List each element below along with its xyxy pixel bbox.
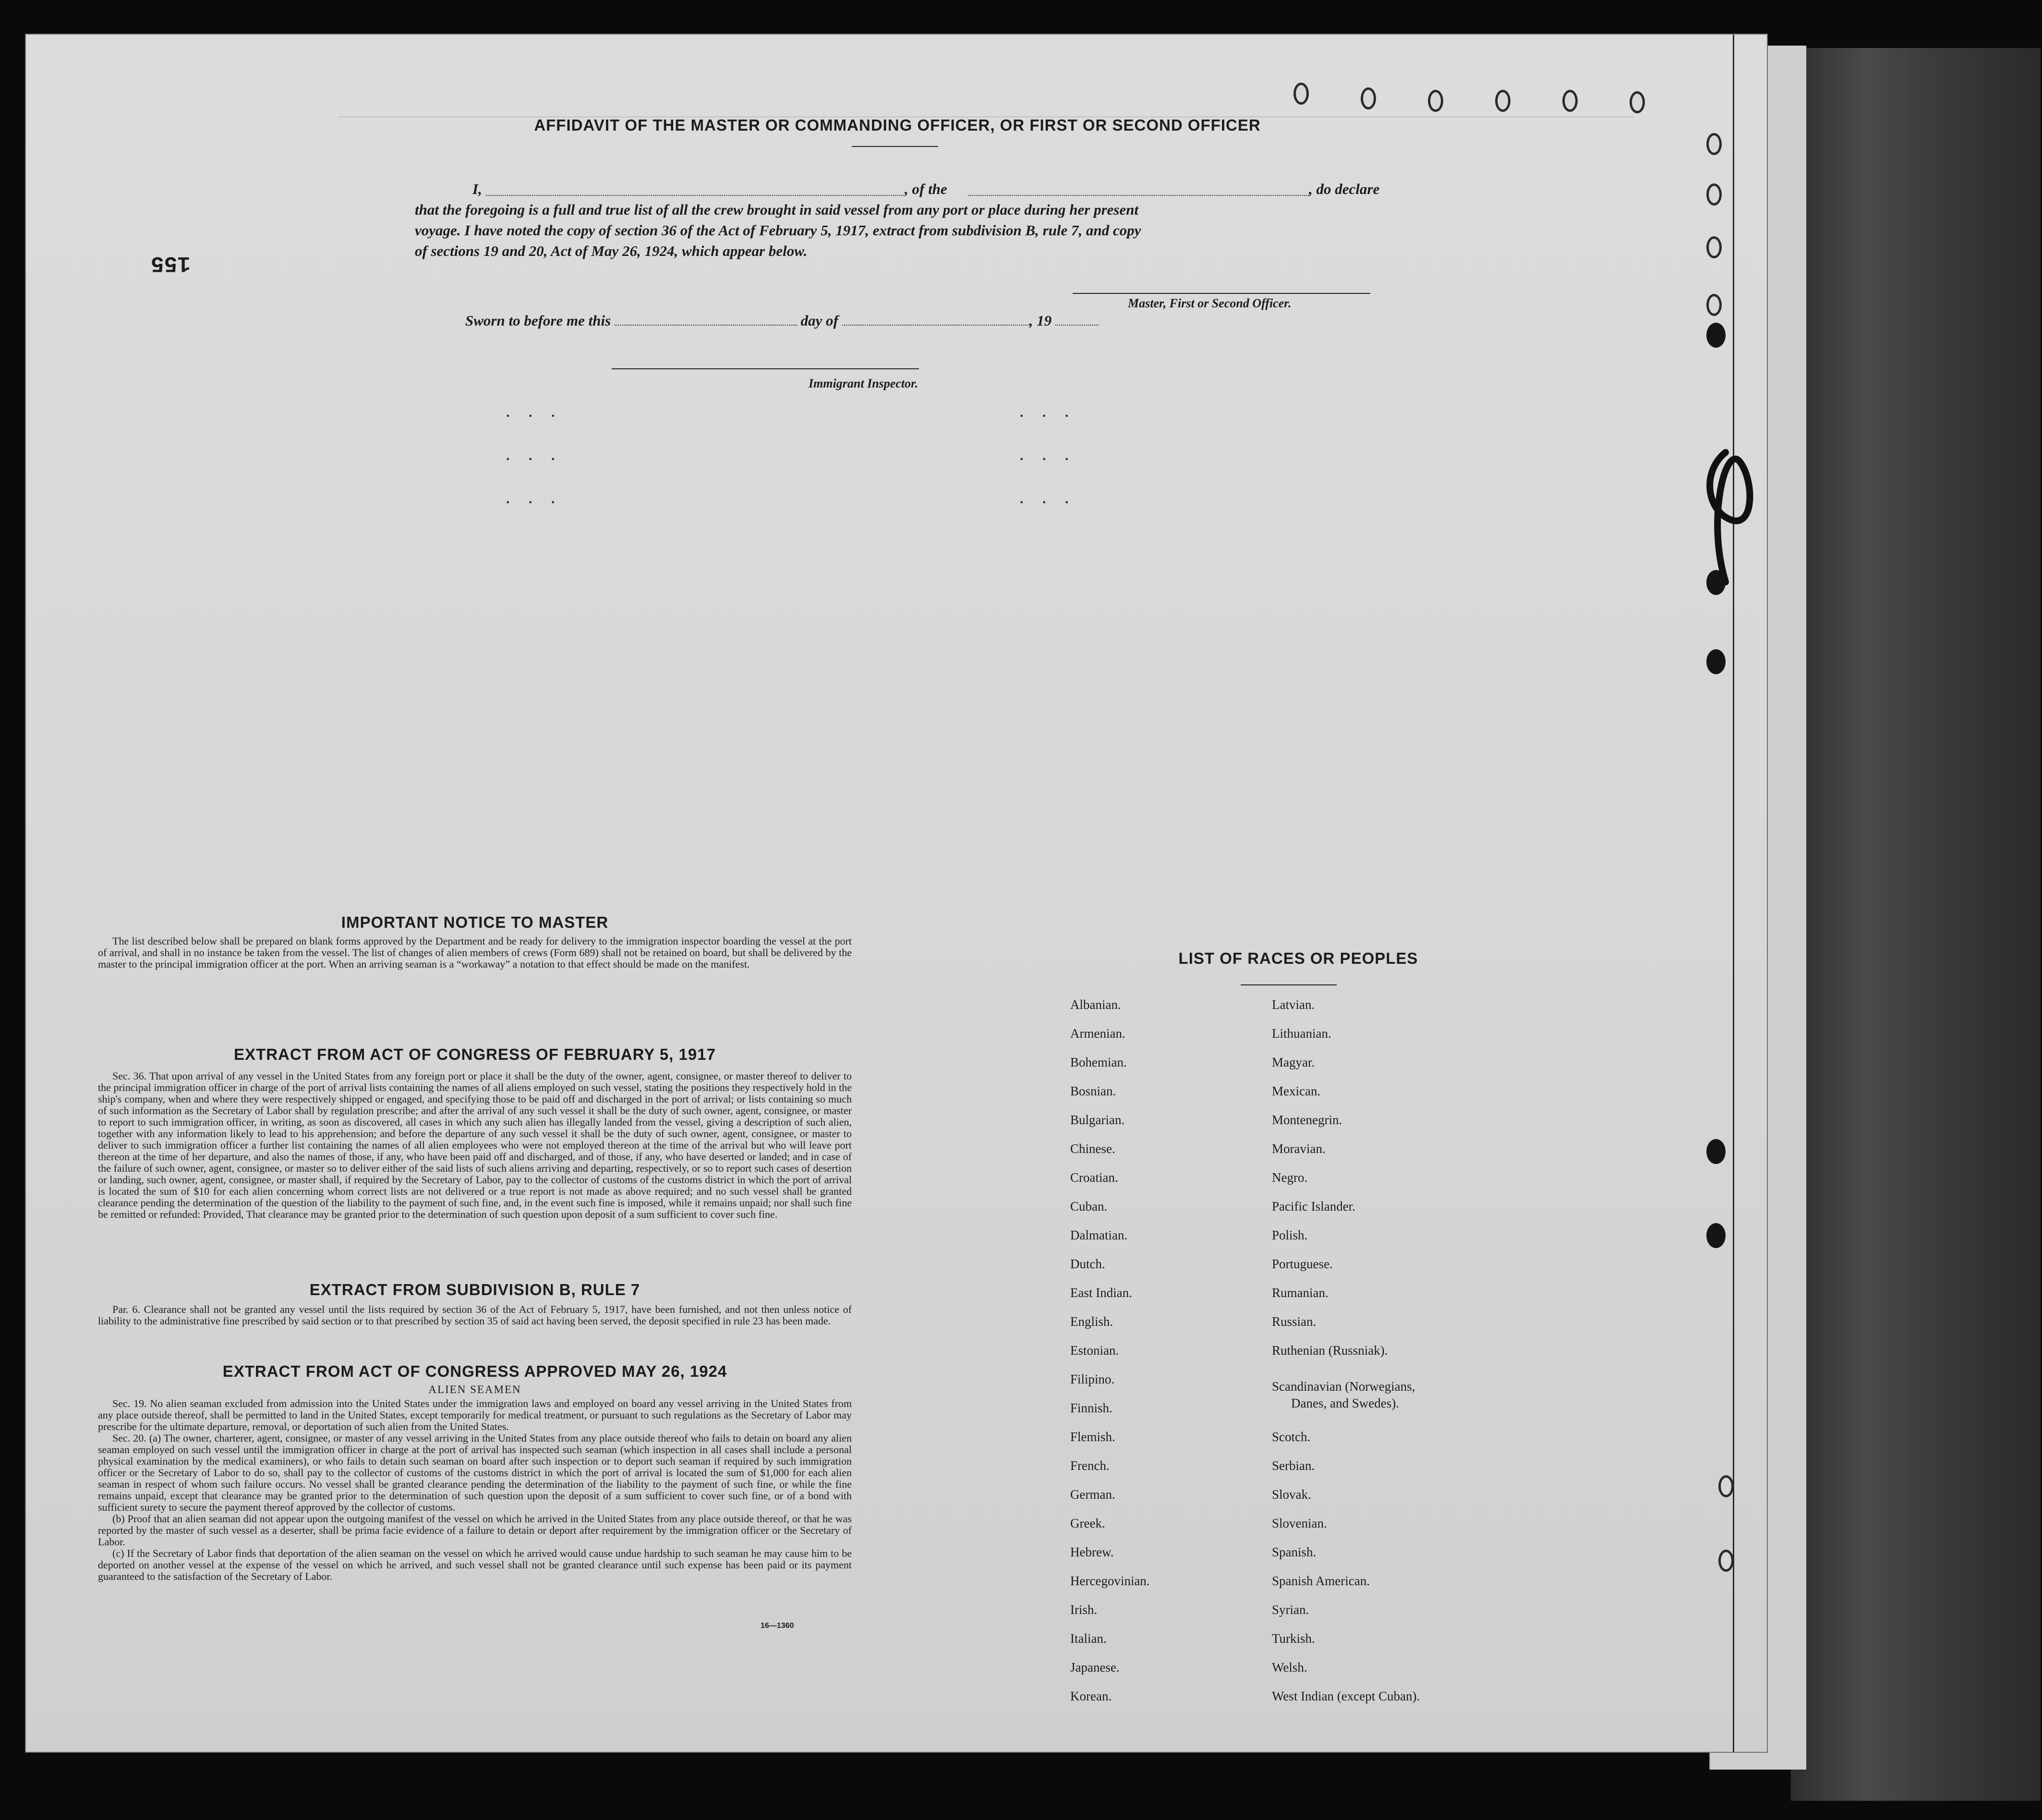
race-item: West Indian (except Cuban). <box>1272 1689 1420 1703</box>
declaration-line-4: of sections 19 and 20, Act of May 26, 1924, which appear below. <box>415 243 808 259</box>
sworn-month-blank <box>842 313 1029 326</box>
race-item: East Indian. <box>1070 1286 1132 1300</box>
punch-hole <box>1706 649 1726 674</box>
race-item: Turkish. <box>1272 1631 1315 1646</box>
punch-hole <box>1706 294 1722 316</box>
race-item: Dutch. <box>1070 1257 1105 1271</box>
punch-hole <box>1428 90 1443 112</box>
faint-entry-marks: . . . <box>1020 491 1076 507</box>
races-title-underline <box>1241 984 1337 985</box>
race-item: Hebrew. <box>1070 1545 1114 1559</box>
race-item: Cuban. <box>1070 1199 1108 1213</box>
page-fold-line <box>1733 35 1734 1752</box>
race-item: Italian. <box>1070 1631 1107 1646</box>
race-item: Greek. <box>1070 1516 1105 1530</box>
race-item: Serbian. <box>1272 1458 1315 1473</box>
race-item: Lithuanian. <box>1272 1026 1331 1041</box>
notice-section <box>98 913 852 970</box>
race-item: Japanese. <box>1070 1660 1120 1674</box>
race-item: Korean. <box>1070 1689 1112 1703</box>
declaration-do-declare: , do declare <box>1309 181 1380 197</box>
races-title: LIST OF RACES OR PEOPLES <box>1178 949 1418 967</box>
race-item: Albanian. <box>1070 997 1121 1012</box>
race-item: Danes, and Swedes). <box>1291 1396 1399 1410</box>
punch-hole <box>1630 91 1645 113</box>
race-item: Estonian. <box>1070 1343 1119 1358</box>
race-item: German. <box>1070 1487 1115 1502</box>
declaration-of-the: , of the <box>905 181 947 197</box>
extract-1917-title: EXTRACT FROM ACT OF CONGRESS OF FEBRUARY 5, 1917 <box>234 1045 716 1063</box>
sworn-year-blank <box>1055 313 1099 326</box>
inspector-signature-line <box>612 368 919 369</box>
punch-hole <box>1706 133 1722 155</box>
margin-page-number: 155 <box>151 251 191 276</box>
extract-1924-section <box>98 1362 852 1582</box>
race-item: Mexican. <box>1272 1084 1321 1098</box>
inspector-caption: Immigrant Inspector. <box>809 376 918 390</box>
race-item: Spanish. <box>1272 1545 1317 1559</box>
sworn-line <box>465 312 1099 329</box>
punch-hole <box>1706 1139 1726 1164</box>
race-item: Rumanian. <box>1272 1286 1329 1300</box>
affidavit-declaration <box>415 179 1404 261</box>
vessel-name-blank <box>968 183 1309 196</box>
declaration-line-3: voyage. I have noted the copy of section 36 of the Act of February 5, 1917, extract from subdivision B, rule 7, and copy <box>415 222 1141 239</box>
punch-hole <box>1706 323 1726 348</box>
sworn-text: Sworn to before me this <box>465 312 611 329</box>
race-item: Negro. <box>1272 1170 1308 1185</box>
affidavit-title: AFFIDAVIT OF THE MASTER OR COMMANDING OFFICER, OR FIRST OR SECOND OFFICER <box>534 116 1261 134</box>
faint-entry-marks: . . . <box>506 491 563 507</box>
punch-hole <box>1706 1223 1726 1248</box>
extract-1924-title: EXTRACT FROM ACT OF CONGRESS APPROVED MAY 26, 1924 <box>222 1362 727 1380</box>
declaration-line-2: that the foregoing is a full and true list of all the crew brought in said vessel from any port or place during her present <box>415 201 1139 218</box>
form-number: 16—1360 <box>761 1622 794 1630</box>
extract-1917-paragraph: Sec. 36. That upon arrival of any vessel in the United States from any foreign port or place it shall be the duty of the owner, agent, consignee, or master thereof to deliver to the principal immigration officer in charge of the port of arrival lists containing the names of all aliens employed on such vessel, stating the positions they respectively hold in the ship's company, when and where they were respectively shipped or engaged, and specifying those to be paid off and discharged in the port of arrival; or lists containing so much of such information as the Secretary of Labor shall by regulation prescribe; and after the arrival of any such vessel it shall be the duty of such owner, agent, consignee, or master to report to such immigration officer, in writing, as soon as discovered, all cases in which any such alien has illegally landed from the vessel, giving a description of such alien, together with any information likely to lead to his apprehension; and before the departure of any such vessel it shall be the duty of such owner, agent, consignee, or master to deliver to such immigration officer a further list containing the names of all alien employees who were not employed thereon at the time of the arrival but who will leave port thereon at the time of her departure, and also the names of those, if any, who have been paid off and discharged, and of those, if any, who have deserted or landed; and in case of the failure of such owner, agent, consignee, or master so to deliver either of the said lists of such aliens arriving and departing, respectively, or so to report such cases of desertion or landing, such owner, agent, consignee, or master shall, if required by the Secretary of Labor, pay to the collector of customs of the customs district in which the port of arrival is located the sum of $10 for each alien concerning whom correct lists are not delivered or a true report is not made as above required; and no such vessel shall be granted clearance pending the determination of the question of the liability to the payment of such fine, and, in the event such fine is imposed, while it remains unpaid; nor shall such fine be remitted or refunded: Provided, That clearance may be granted prior to the determination of such question upon deposit of a sum sufficient to cover such fine. <box>98 1070 852 1220</box>
race-item: Filipino. <box>1070 1372 1115 1386</box>
punch-hole <box>1718 1475 1734 1497</box>
race-item: Welsh. <box>1272 1660 1307 1674</box>
declaration-i: I, <box>472 181 482 197</box>
race-item: Armenian. <box>1070 1026 1125 1041</box>
faint-entry-marks: . . . <box>506 404 563 420</box>
punch-hole <box>1718 1550 1734 1572</box>
sworn-day-of: day of <box>800 312 838 329</box>
sworn-year: , 19 <box>1029 312 1052 329</box>
race-item: Pacific Islander. <box>1272 1199 1355 1213</box>
race-item: Bulgarian. <box>1070 1113 1125 1127</box>
master-signature-line <box>1073 293 1370 294</box>
race-item: Scotch. <box>1272 1430 1311 1444</box>
race-item: French. <box>1070 1458 1110 1473</box>
sec-19-paragraph: Sec. 19. No alien seaman excluded from admission into the United States under the immigration laws and employed on board any vessel arriving in the United States from any place outside thereof, shall be permitted to land in the United States, except temporarily for medical treatment, or pursuant to such regulations as the Secretary of Labor may prescribe for the ultimate departure, removal, or deportation of such alien from the United States. <box>98 1397 852 1432</box>
punch-hole <box>1706 236 1722 258</box>
punch-hole <box>1495 90 1510 112</box>
subdivision-section <box>98 1281 852 1327</box>
notice-paragraph: The list described below shall be prepared on blank forms approved by the Department and be ready for delivery to the immigration inspector boarding the vessel at the port of arrival, and shall in no instance be taken from the vessel. The list of changes of alien members of crews (Form 689) shall not be retained on board, but shall be delivered by the master to the principal immigration officer at the port. When an arriving seaman is a “workaway” a notation to that effect should be made on the manifest. <box>98 935 852 970</box>
manifest-page <box>25 34 1768 1753</box>
race-item: Russian. <box>1272 1314 1317 1329</box>
race-item: Finnish. <box>1070 1401 1112 1415</box>
race-item: Slovenian. <box>1272 1516 1327 1530</box>
punch-hole <box>1361 87 1376 109</box>
race-item: Moravian. <box>1272 1141 1326 1156</box>
binding-shadow <box>1791 48 2041 1801</box>
race-item: Spanish American. <box>1272 1574 1370 1588</box>
punch-hole <box>1706 183 1722 206</box>
alien-seamen-subtitle: ALIEN SEAMEN <box>428 1383 521 1395</box>
punch-hole <box>1293 83 1309 105</box>
race-item: Dalmatian. <box>1070 1228 1128 1242</box>
sworn-day-blank <box>615 313 797 326</box>
faint-entry-marks: . . . <box>506 448 563 463</box>
master-name-blank <box>486 183 904 196</box>
race-item: Latvian. <box>1272 997 1315 1012</box>
sec-20a-paragraph: Sec. 20. (a) The owner, charterer, agent, consignee, or master of any vessel arriving in the United States from any place outside thereof who fails to detain on board any alien seaman employed on such vessel until the immigration officer in charge at the port of arrival has inspected such seaman (which inspection in all cases shall include a personal physical examination by the medical examiners), or who fails to detain such seaman on board after such inspection or to deport such seaman if required by such immigration officer or the Secretary of Labor to do so, shall pay to the collector of customs of the customs district in which the port of arrival is located the sum of $1,000 for each alien seaman in respect of whom such failure occurs. No vessel shall be granted clearance pending the determination of the liability to the payment of such fine, or while the fine remains unpaid, except that clearance may be granted prior to the determination of such question upon the deposit of a sum sufficient to cover such fine, or of a bond with sufficient surety to secure the payment thereof approved by the collector of customs. <box>98 1432 852 1513</box>
race-item: English. <box>1070 1314 1113 1329</box>
race-item: Syrian. <box>1272 1602 1309 1617</box>
ink-scribble <box>1697 443 1764 587</box>
race-item: Irish. <box>1070 1602 1098 1617</box>
punch-hole <box>1562 90 1578 112</box>
subdivision-paragraph: Par. 6. Clearance shall not be granted any vessel until the lists required by section 36 of the Act of February 5, 1917, have been furnished, and not then unless notice of liability to the administrative fine prescribed by said section or to that prescribed by section 35 of said act having been served, the deposit specified in rule 23 has been made. <box>98 1303 852 1327</box>
notice-title: IMPORTANT NOTICE TO MASTER <box>341 913 609 931</box>
race-item: Bohemian. <box>1070 1055 1127 1069</box>
sec-20c-paragraph: (c) If the Secretary of Labor finds that deportation of the alien seaman on the vessel on which he arrived would cause undue hardship to such seaman he may cause him to be deported on another vessel at the expense of the vessel on which he arrived, and such vessel shall not be granted clearance until such expense has been paid or its payment guaranteed to the satisfaction of the Secretary of Labor. <box>98 1547 852 1582</box>
race-item: Hercegovinian. <box>1070 1574 1150 1588</box>
race-item: Scandinavian (Norwegians, <box>1272 1379 1415 1394</box>
extract-1917-section <box>98 1045 852 1220</box>
race-item: Bosnian. <box>1070 1084 1116 1098</box>
race-item: Magyar. <box>1272 1055 1315 1069</box>
race-item: Ruthenian (Russniak). <box>1272 1343 1388 1358</box>
subdivision-title: EXTRACT FROM SUBDIVISION B, RULE 7 <box>309 1281 640 1298</box>
title-underline <box>852 146 938 147</box>
faint-entry-marks: . . . <box>1020 404 1076 420</box>
race-item: Croatian. <box>1070 1170 1118 1185</box>
race-item: Flemish. <box>1070 1430 1115 1444</box>
declaration-line-1 <box>415 179 1404 199</box>
race-item: Chinese. <box>1070 1141 1115 1156</box>
race-item: Montenegrin. <box>1272 1113 1342 1127</box>
faint-entry-marks: . . . <box>1020 448 1076 463</box>
race-item: Slovak. <box>1272 1487 1311 1502</box>
race-item: Polish. <box>1272 1228 1308 1242</box>
master-signature-caption: Master, First or Second Officer. <box>1128 296 1292 310</box>
race-item: Portuguese. <box>1272 1257 1333 1271</box>
sec-20b-paragraph: (b) Proof that an alien seaman did not appear upon the outgoing manifest of the vessel on which he arrived in the United States from any place outside thereof, or that he was reported by the master of such vessel as a deserter, shall be prima facie evidence of a failure to detain or deport after requirement by the immigration officer or the Secretary of Labor. <box>98 1513 852 1548</box>
